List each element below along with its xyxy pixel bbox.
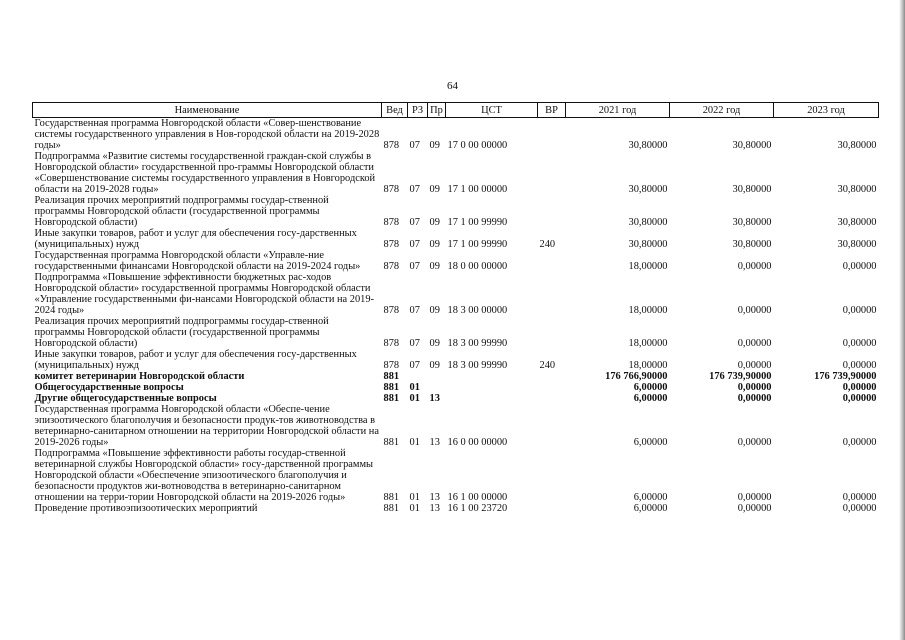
cell-pr: 09 [429, 360, 440, 371]
cell-name: Реализация прочих мероприятий подпрограммы государ-ственной программы Новгородской области (государственной программы Новгородской области) [34, 316, 329, 349]
cell-cst [446, 371, 538, 382]
cell-2022: 0,00000 [737, 305, 772, 316]
cell-2023: 30,80000 [837, 239, 877, 250]
cell-vr [538, 393, 566, 404]
cell-pr [428, 382, 446, 393]
cell-2021: 6,00000 [633, 382, 668, 393]
cell-2023: 176 739,90000 [814, 371, 877, 382]
cell-pr: 09 [429, 217, 440, 228]
cell-cst: 17 1 00 00000 [447, 184, 508, 195]
cell-name: Реализация прочих мероприятий подпрограммы государ-ственной программы Новгородской области (государственной программы Новгородской области) [34, 195, 329, 228]
cell-2021: 6,00000 [633, 492, 668, 503]
cell-rz: 07 [409, 338, 420, 349]
cell-2023: 0,00000 [842, 503, 877, 514]
cell-rz: 07 [409, 239, 420, 250]
column-header-ved: Вед [382, 103, 408, 118]
cell-2023: 0,00000 [842, 305, 877, 316]
cell-vr [538, 371, 566, 382]
cell-vr [538, 195, 566, 228]
cell-pr: 09 [429, 239, 440, 250]
cell-pr: 09 [429, 338, 440, 349]
cell-ved: 881 [383, 393, 400, 404]
cell-rz: 07 [409, 217, 420, 228]
cell-name: Подпрограмма «Повышение эффективности бюджетных рас-ходов Новгородской области» государственной программы Новгородской области «Управление государственными фи-нансами Новгородской области на 2019-2024 годы» [34, 272, 374, 316]
cell-2022: 0,00000 [737, 437, 772, 448]
cell-cst: 18 3 00 00000 [447, 305, 508, 316]
cell-2023: 0,00000 [842, 261, 877, 272]
table-body [33, 118, 879, 515]
cell-pr: 09 [429, 184, 440, 195]
column-header-pr: Пр [428, 103, 446, 118]
cell-2022: 0,00000 [737, 382, 772, 393]
cell-ved: 881 [383, 503, 400, 514]
cell-cst: 17 1 00 99990 [447, 217, 508, 228]
cell-pr: 09 [429, 140, 440, 151]
cell-2022: 0,00000 [737, 503, 772, 514]
cell-name: Проведение противоэпизоотических мероприятий [34, 503, 258, 514]
cell-rz: 07 [409, 140, 420, 151]
cell-cst: 16 1 00 23720 [447, 503, 508, 514]
cell-2022: 30,80000 [732, 184, 772, 195]
column-header-rz: РЗ [408, 103, 428, 118]
cell-cst: 16 0 00 00000 [447, 437, 508, 448]
cell-pr [428, 371, 446, 382]
table-row [33, 316, 879, 349]
cell-2022: 0,00000 [737, 338, 772, 349]
table-row [33, 228, 879, 250]
cell-name: Общегосударственные вопросы [34, 382, 184, 393]
table-row [33, 349, 879, 371]
cell-2021: 30,80000 [628, 184, 668, 195]
cell-2021: 6,00000 [633, 503, 668, 514]
cell-cst: 17 0 00 00000 [447, 140, 508, 151]
cell-ved: 878 [383, 360, 400, 371]
cell-2022: 0,00000 [737, 360, 772, 371]
cell-2022: 30,80000 [732, 239, 772, 250]
cell-cst: 18 3 00 99990 [447, 360, 508, 371]
page-edge-shadow [899, 0, 905, 640]
cell-rz: 07 [409, 184, 420, 195]
cell-name: комитет ветеринарии Новгородской области [34, 371, 245, 382]
cell-2023: 0,00000 [842, 382, 877, 393]
cell-pr: 13 [429, 492, 440, 503]
table-row [33, 393, 879, 404]
cell-2023: 0,00000 [842, 360, 877, 371]
cell-name: Государственная программа Новгородской области «Обеспе-чение эпизоотического благополучия и безопасности продук-тов животноводства в ветеринарно-санитарном отношении на территории Новгородской области на 2019-2026 годы» [34, 404, 379, 448]
cell-2023: 30,80000 [837, 140, 877, 151]
table-row [33, 151, 879, 195]
cell-2023: 0,00000 [842, 492, 877, 503]
cell-ved: 878 [383, 140, 400, 151]
cell-cst [446, 382, 538, 393]
table-row [33, 503, 879, 514]
column-header-cst: ЦСТ [446, 103, 538, 118]
cell-2022: 0,00000 [737, 261, 772, 272]
cell-vr [538, 316, 566, 349]
cell-rz: 07 [409, 261, 420, 272]
cell-pr: 13 [429, 393, 440, 404]
cell-ved: 878 [383, 305, 400, 316]
header-row [33, 103, 879, 118]
cell-vr: 240 [539, 360, 556, 371]
cell-rz: 07 [409, 360, 420, 371]
cell-vr [538, 382, 566, 393]
cell-2021: 18,00000 [628, 338, 668, 349]
table-row [33, 371, 879, 382]
cell-name: Государственная программа Новгородской области «Совер-шенствование системы государственного управления в Нов-городской области на 2019-2028 годы» [34, 118, 380, 151]
cell-2021: 30,80000 [628, 140, 668, 151]
cell-2022: 176 739,90000 [709, 371, 772, 382]
cell-2021: 18,00000 [628, 261, 668, 272]
cell-ved: 878 [383, 239, 400, 250]
cell-pr: 09 [429, 261, 440, 272]
table-row [33, 404, 879, 448]
cell-ved: 881 [383, 371, 400, 382]
cell-2022: 0,00000 [737, 492, 772, 503]
table-row [33, 195, 879, 228]
cell-2021: 18,00000 [628, 305, 668, 316]
cell-ved: 878 [383, 217, 400, 228]
table-row [33, 250, 879, 272]
cell-cst: 16 1 00 00000 [447, 492, 508, 503]
cell-rz: 01 [409, 393, 420, 404]
table-row [33, 118, 879, 152]
cell-2022: 30,80000 [732, 140, 772, 151]
page-number: 64 [447, 80, 458, 92]
cell-2022: 30,80000 [732, 217, 772, 228]
cell-rz: 01 [409, 492, 420, 503]
cell-pr: 13 [429, 437, 440, 448]
column-header-vr: ВР [538, 103, 566, 118]
cell-vr [538, 118, 566, 152]
cell-2023: 30,80000 [837, 184, 877, 195]
table-row [33, 382, 879, 393]
cell-pr: 09 [429, 305, 440, 316]
cell-rz: 01 [409, 437, 420, 448]
cell-cst: 18 3 00 99990 [447, 338, 508, 349]
cell-2021: 176 766,90000 [605, 371, 668, 382]
cell-vr: 240 [539, 239, 556, 250]
cell-ved: 878 [383, 338, 400, 349]
cell-2021: 6,00000 [633, 393, 668, 404]
cell-vr [538, 503, 566, 514]
cell-name: Подпрограмма «Развитие системы государственной граждан-ской службы в Новгородской области» государственной про-граммы Новгородской области «Совершенствование системы государственного управления в Новгородской области на 2019-2028 годы» [34, 151, 376, 195]
cell-name: Иные закупки товаров, работ и услуг для обеспечения госу-дарственных (муниципальных) нужд [34, 349, 357, 371]
table-row [33, 272, 879, 316]
cell-vr [538, 151, 566, 195]
column-header-2021: 2021 год [566, 103, 670, 118]
cell-2023: 0,00000 [842, 437, 877, 448]
cell-ved: 881 [383, 382, 400, 393]
cell-2021: 30,80000 [628, 239, 668, 250]
cell-cst: 17 1 00 99990 [447, 239, 508, 250]
cell-vr [538, 448, 566, 503]
cell-rz: 07 [409, 305, 420, 316]
cell-rz: 01 [409, 503, 420, 514]
cell-name: Другие общегосударственные вопросы [34, 393, 217, 404]
cell-name: Государственная программа Новгородской области «Управле-ние государственными финансами Новгородской области на 2019-2024 годы» [34, 250, 361, 272]
cell-name: Подпрограмма «Повышение эффективности работы государ-ственной ветеринарной службы Новгородской области» госу-дарственной программы Новгородской области «Обеспечение эпизоотического благополучия и безопасности продуктов жи-вотноводства в ветеринарно-санитарном отношении на терри-тории Новгородской области на 2019-2026 годы» [34, 448, 374, 503]
budget-table [32, 102, 879, 514]
cell-2021: 18,00000 [628, 360, 668, 371]
column-header-2023: 2023 год [774, 103, 879, 118]
cell-2023: 0,00000 [842, 393, 877, 404]
table-row [33, 448, 879, 503]
cell-cst [446, 393, 538, 404]
column-header-2022: 2022 год [670, 103, 774, 118]
cell-ved: 878 [383, 261, 400, 272]
cell-2022: 0,00000 [737, 393, 772, 404]
cell-vr [538, 272, 566, 316]
cell-2023: 30,80000 [837, 217, 877, 228]
cell-rz: 01 [409, 382, 420, 393]
cell-2021: 30,80000 [628, 217, 668, 228]
cell-ved: 878 [383, 184, 400, 195]
cell-ved: 881 [383, 437, 400, 448]
column-header-name: Наименование [33, 103, 382, 118]
cell-2021: 6,00000 [633, 437, 668, 448]
cell-vr [538, 404, 566, 448]
cell-pr: 13 [429, 503, 440, 514]
cell-vr [538, 250, 566, 272]
cell-2023: 0,00000 [842, 338, 877, 349]
cell-name: Иные закупки товаров, работ и услуг для обеспечения госу-дарственных (муниципальных) нужд [34, 228, 357, 250]
cell-rz [408, 371, 428, 382]
cell-ved: 881 [383, 492, 400, 503]
cell-cst: 18 0 00 00000 [447, 261, 508, 272]
